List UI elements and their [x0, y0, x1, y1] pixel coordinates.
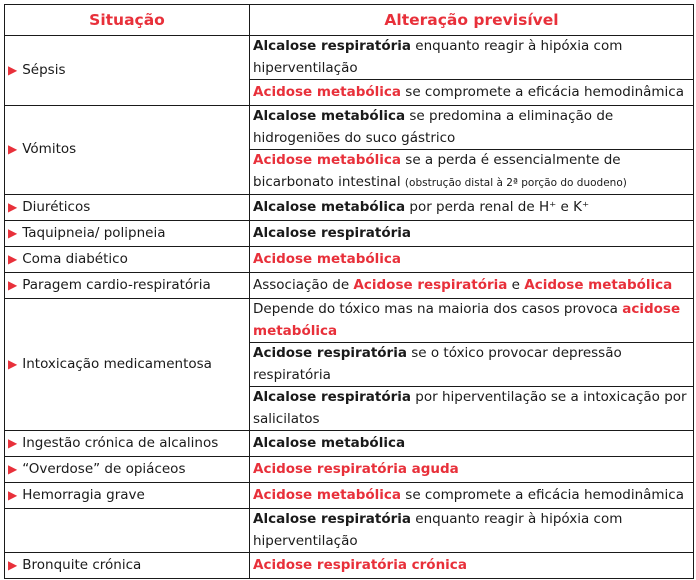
- situation-label: Sépsis: [22, 61, 66, 78]
- description-text: se compromete a eficácia hemodinâmica: [401, 83, 685, 100]
- situation-cell: [5, 36, 250, 106]
- expected-change-cell: [250, 221, 694, 247]
- description-text: se a perda é essencialmente de bicarbonato intestinal: [253, 152, 621, 190]
- description-text: Associação de: [253, 276, 354, 293]
- expected-change-cell: [250, 483, 694, 509]
- situation-cell: [5, 483, 250, 509]
- description-text: Depende do tóxico mas na maioria dos casos provoca: [253, 301, 623, 317]
- bullet-arrow-icon: ▶: [8, 142, 18, 157]
- header-situation: Situação: [5, 5, 250, 36]
- alkalosis-term: Alcalose metabólica: [253, 198, 406, 215]
- bullet-arrow-icon: ▶: [8, 225, 18, 240]
- situation-label: “Overdose” de opiáceos: [22, 460, 186, 477]
- situation-label: Taquipneia/ polipneia: [22, 224, 166, 241]
- situation-label: Vómitos: [22, 141, 77, 158]
- expected-change-cell: [250, 299, 694, 343]
- table-row: [5, 221, 694, 247]
- acidosis-term: Acidose metabólica: [253, 152, 401, 168]
- table-row: [5, 106, 694, 150]
- alkalosis-term: Alcalose respiratória: [253, 389, 412, 405]
- table-body: [5, 36, 694, 579]
- expected-change-cell: [250, 509, 694, 553]
- situation-cell: [5, 221, 250, 247]
- description-text: enquanto reagir à hipóxia com hiperventilação: [253, 38, 623, 76]
- bullet-arrow-icon: ▶: [8, 461, 18, 476]
- acidosis-term: Acidose metabólica: [253, 486, 401, 503]
- situation-label: Bronquite crónica: [22, 556, 142, 573]
- alkalosis-term: Alcalose metabólica: [253, 434, 406, 451]
- bullet-arrow-icon: ▶: [8, 487, 18, 502]
- expected-change-cell: [250, 36, 694, 80]
- bullet-arrow-icon: ▶: [8, 356, 18, 371]
- expected-change-cell: [250, 273, 694, 299]
- situation-label: Coma diabético: [22, 250, 128, 267]
- situation-cell: [5, 106, 250, 195]
- situation-cell: [5, 509, 250, 553]
- situation-label: Paragem cardio-respiratória: [22, 276, 211, 293]
- acidosis-term: acidose metabólica: [253, 301, 681, 339]
- bullet-arrow-icon: ▶: [8, 557, 18, 572]
- situation-label: Hemorragia grave: [22, 486, 145, 503]
- acid-base-table-container: [4, 4, 693, 579]
- table-row: [5, 195, 694, 221]
- description-text: e: [507, 276, 525, 293]
- description-text: se o tóxico provocar depressão respiratória: [253, 345, 622, 383]
- alkalosis-term: Alcalose respiratória: [253, 511, 412, 527]
- header-row: [5, 5, 694, 36]
- table-row: [5, 553, 694, 579]
- table-row: [5, 457, 694, 483]
- alkalosis-term: Acidose respiratória: [253, 345, 407, 361]
- header-expected-change: Alteração previsível: [250, 5, 694, 36]
- bullet-arrow-icon: ▶: [8, 199, 18, 214]
- alkalosis-term: Alcalose metabólica: [253, 108, 406, 124]
- bullet-arrow-icon: ▶: [8, 62, 18, 77]
- expected-change-cell: [250, 431, 694, 457]
- situation-cell: [5, 553, 250, 579]
- situation-cell: [5, 299, 250, 431]
- acidosis-term: Acidose respiratória: [353, 276, 508, 293]
- expected-change-cell: [250, 247, 694, 273]
- expected-change-cell: [250, 150, 694, 195]
- table-row: [5, 247, 694, 273]
- description-text: se compromete a eficácia hemodinâmica: [401, 486, 685, 503]
- expected-change-cell: [250, 553, 694, 579]
- acid-base-table: [4, 4, 694, 579]
- situation-cell: [5, 195, 250, 221]
- bullet-arrow-icon: ▶: [8, 277, 18, 292]
- situation-cell: [5, 273, 250, 299]
- description-text: por perda renal de H⁺ e K⁺: [405, 198, 590, 215]
- table-row: [5, 509, 694, 553]
- situation-cell: [5, 457, 250, 483]
- situation-label: Intoxicação medicamentosa: [22, 355, 212, 372]
- expected-change-cell: [250, 195, 694, 221]
- acidosis-term: Acidose metabólica: [253, 250, 401, 267]
- alkalosis-term: Alcalose respiratória: [253, 224, 412, 241]
- table-row: [5, 36, 694, 80]
- table-row: [5, 483, 694, 509]
- description-text: se predomina a eliminação de hidrogeniões do suco gástrico: [253, 108, 614, 146]
- situation-cell: [5, 247, 250, 273]
- acidosis-term: Acidose respiratória crónica: [253, 556, 467, 573]
- alkalosis-term: Alcalose respiratória: [253, 38, 412, 54]
- expected-change-cell: [250, 457, 694, 483]
- bullet-arrow-icon: ▶: [8, 251, 18, 266]
- situation-label: Diuréticos: [22, 198, 91, 215]
- expected-change-cell: [250, 106, 694, 150]
- table-row: [5, 273, 694, 299]
- acidosis-term: Acidose metabólica: [524, 276, 673, 293]
- situation-cell: [5, 431, 250, 457]
- expected-change-cell: [250, 80, 694, 106]
- table-row: [5, 431, 694, 457]
- description-text: (obstrução distal à 2ª porção do duodeno): [404, 176, 627, 189]
- acidosis-term: Acidose respiratória aguda: [253, 460, 459, 477]
- description-text: enquanto reagir à hipóxia com hiperventilação: [253, 511, 623, 549]
- acidosis-term: Acidose metabólica: [253, 83, 401, 100]
- description-text: por hiperventilação se a intoxicação por salicilatos: [253, 389, 687, 427]
- bullet-arrow-icon: ▶: [8, 435, 18, 450]
- situation-label: Ingestão crónica de alcalinos: [22, 434, 219, 451]
- expected-change-cell: [250, 343, 694, 387]
- table-row: [5, 299, 694, 343]
- expected-change-cell: [250, 387, 694, 431]
